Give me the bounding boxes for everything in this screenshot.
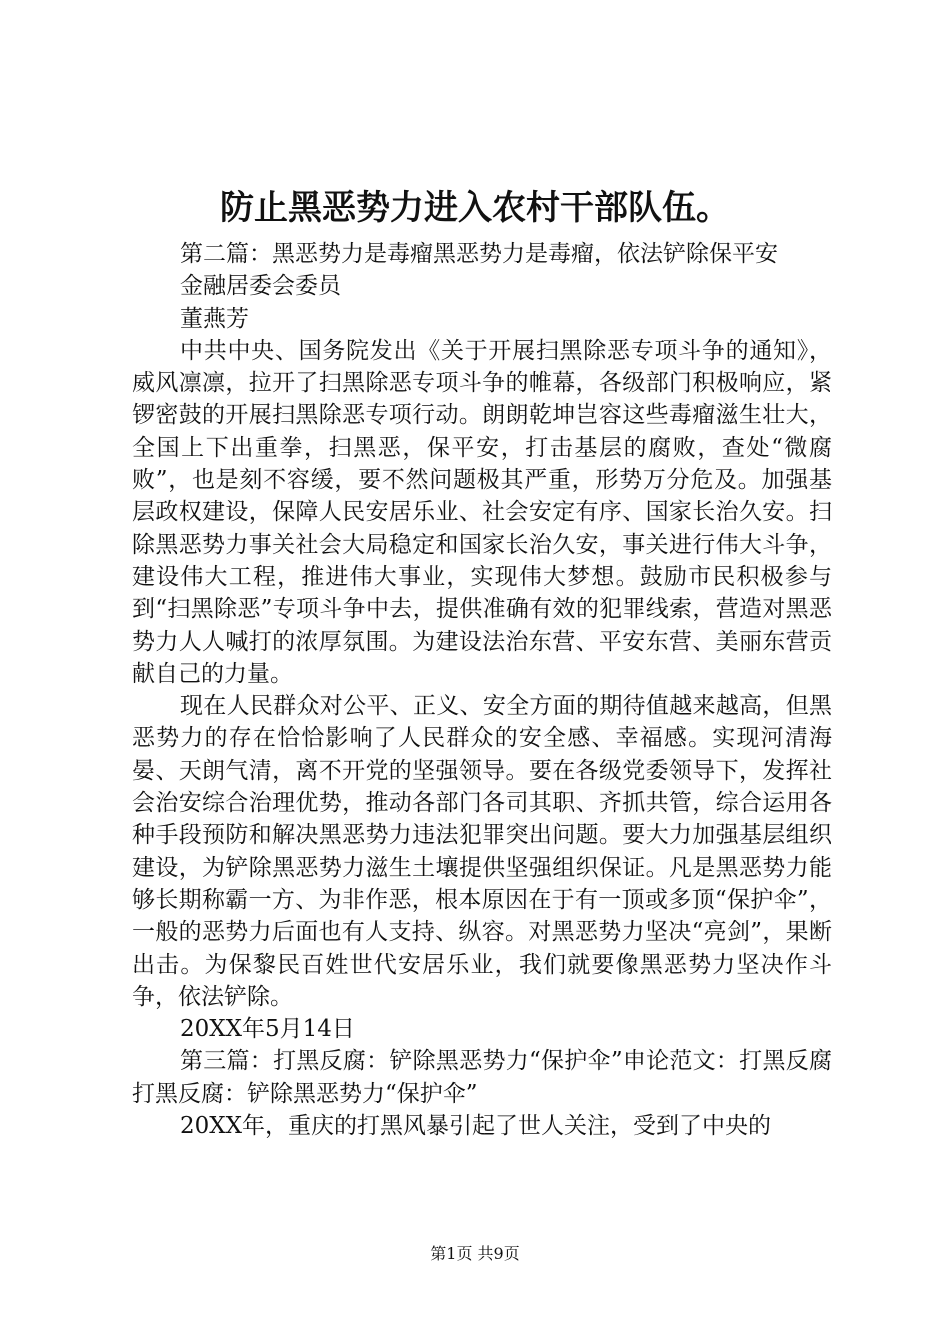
- paragraph-body: 现在人民群众对公平、正义、安全方面的期待值越来越高，但黑恶势力的存在恰恰影响了人民群众的安全感、幸福感。实现河清海晏、天朗气清，离不开党的坚强领导。要在各级党委领导下，发挥社会治安综合治理优势，推动各部门各司其职、齐抓共管，综合运用各种手段预防和解决黑恶势力违法犯罪突出问题。要大力加强基层组织建设，为铲除黑恶势力滋生土壤提供坚强组织保证。凡是黑恶势力能够长期称霸一方、为非作恶，根本原因在于有一顶或多顶“保护伞”，一般的恶势力后面也有人支持、纵容。对黑恶势力坚决“亮剑”，果断出击。为保黎民百姓世代安居乐业，我们就要像黑恶势力坚决作斗争，依法铲除。: [132, 693, 832, 1010]
- paragraph-section-heading: 第二篇：黑恶势力是毒瘤黑恶势力是毒瘤，依法铲除保平安: [180, 241, 778, 267]
- paragraph-body: 20XX年，重庆的打黑风暴引起了世人关注，受到了中央的: [180, 1113, 772, 1140]
- paragraph-date: 20XX年5月14日: [180, 1016, 355, 1043]
- page-footer: 第1页 共9页: [430, 1244, 520, 1263]
- document-title: 防止黑恶势力进入农村干部队伍。: [220, 188, 730, 228]
- paragraph-author-role: 金融居委会委员: [180, 273, 341, 300]
- paragraph-body: 中共中央、国务院发出《关于开展扫黑除恶专项斗争的通知》，威风凛凛，拉开了扫黑除恶专项斗争的帷幕，各级部门积极响应，紧锣密鼓的开展扫黑除恶专项行动。朗朗乾坤岂容这些毒瘤滋生壮大，全国上下出重拳，扫黑恶，保平安，打击基层的腐败，查处“微腐败”，也是刻不容缓，要不然问题极其严重，形势万分危及。加强基层政权建设，保障人民安居乐业、社会安定有序、国家长治久安。扫除黑恶势力事关社会大局稳定和国家长治久安，事关进行伟大斗争，建设伟大工程，推进伟大事业，实现伟大梦想。鼓励市民积极参与到“扫黑除恶”专项斗争中去，提供准确有效的犯罪线索，营造对黑恶势力人人喊打的浓厚氛围。为建设法治东营、平安东营、美丽东营贡献自己的力量。: [132, 337, 832, 687]
- document-body: [132, 238, 832, 1142]
- paragraph-author-name: 董燕芳: [180, 305, 249, 332]
- paragraph-section-heading: 第三篇：打黑反腐：铲除黑恶势力“保护伞”申论范文：打黑反腐打黑反腐：铲除黑恶势力“保护伞”: [132, 1048, 832, 1107]
